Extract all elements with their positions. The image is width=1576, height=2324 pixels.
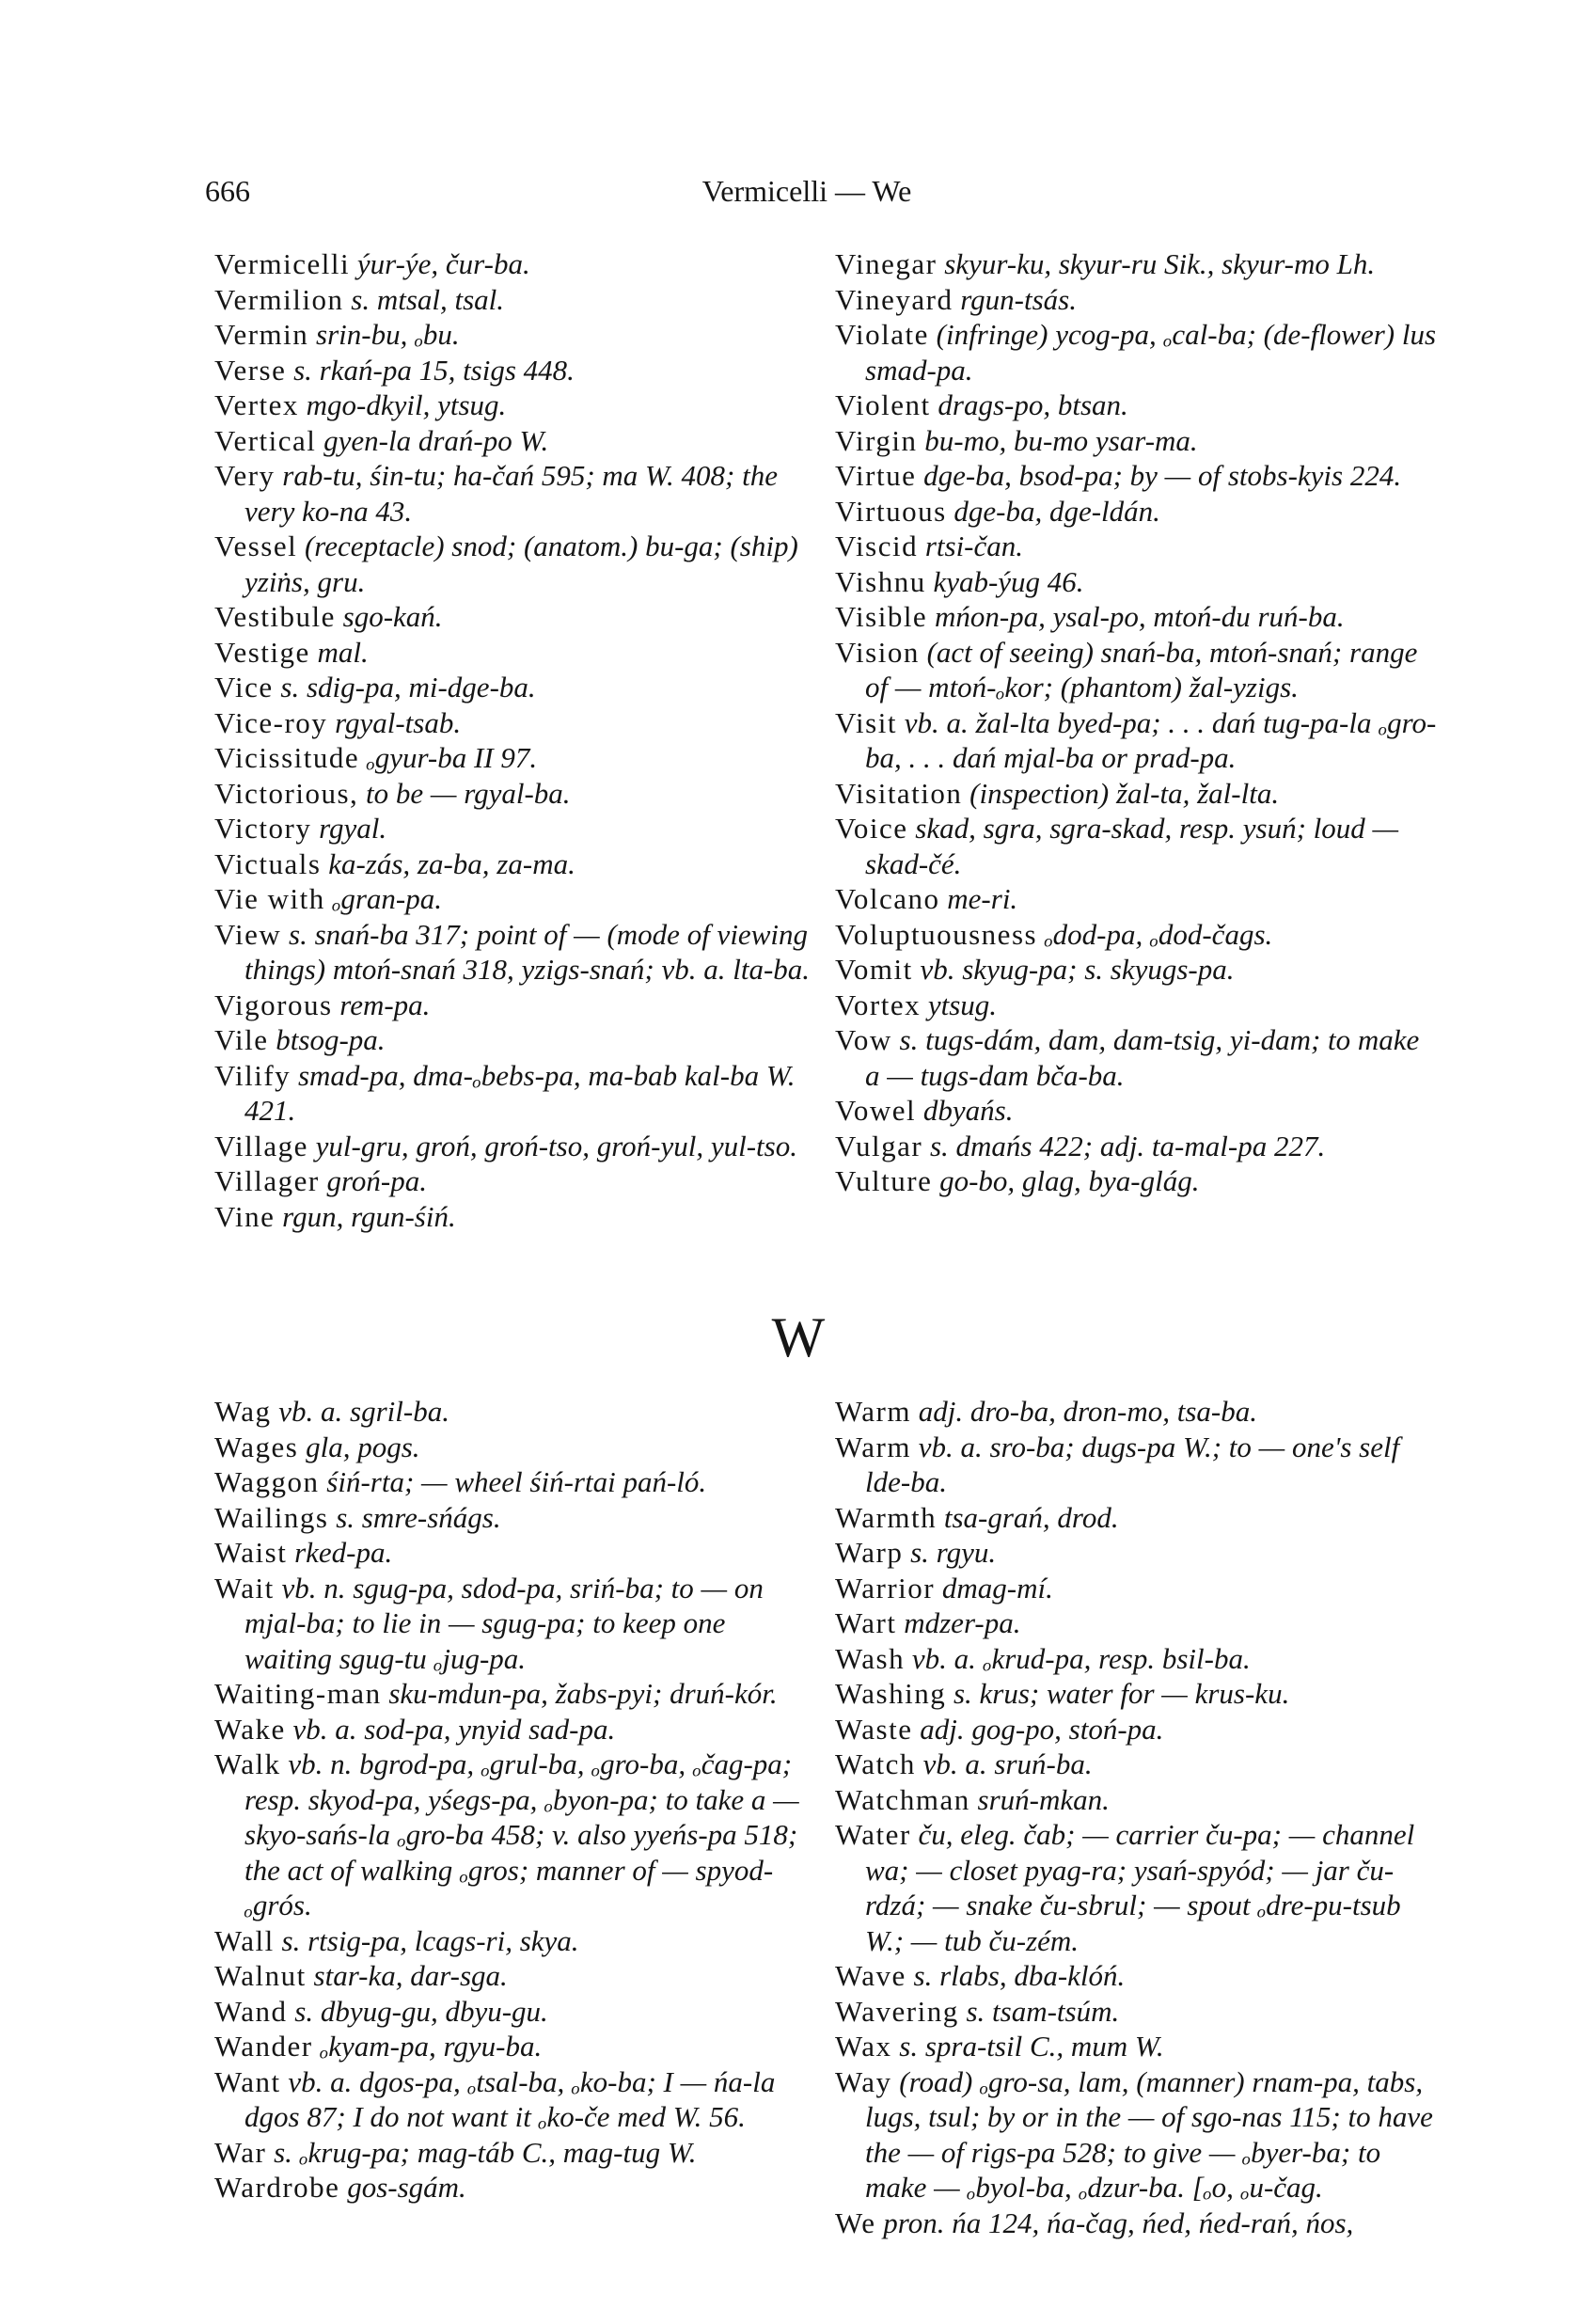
dictionary-entry bbox=[214, 1129, 816, 1164]
entry-definition: s. tugs-dám, dam, dam-tsig, yi-dam; to make a — tugs-dam bča-ba. bbox=[865, 1023, 1420, 1092]
entry-definition: gyen-la drań-po W. bbox=[323, 423, 549, 457]
entry-definition: rgun, rgun-śiń. bbox=[282, 1199, 456, 1233]
entry-headword: Victuals bbox=[214, 846, 322, 880]
dictionary-entry bbox=[214, 1500, 816, 1536]
dictionary-entry bbox=[835, 246, 1437, 282]
entry-definition: (inspection) žal-ta, žal-lta. bbox=[969, 776, 1280, 810]
entry-definition: rgyal. bbox=[319, 812, 387, 845]
entry-headword: Victory bbox=[214, 812, 312, 845]
dictionary-entry bbox=[835, 1163, 1437, 1199]
dictionary-entry bbox=[214, 246, 816, 282]
entry-headword: Vulgar bbox=[835, 1129, 923, 1162]
entry-headword: Wailings bbox=[214, 1500, 329, 1534]
entry-definition: ₒdod-pa, ₒdod-čags. bbox=[1044, 917, 1273, 951]
dictionary-entry bbox=[214, 740, 816, 776]
entry-definition: vb. a. dgos-pa, ₒtsal-ba, ₒko-ba; I — ńa-la dgos 87; I do not want it ₒko-če med W. 56. bbox=[244, 2064, 776, 2133]
dictionary-entry bbox=[835, 1782, 1437, 1818]
entry-headword: Volcano bbox=[835, 882, 940, 915]
dictionary-entry bbox=[214, 776, 816, 812]
dictionary-entry bbox=[214, 353, 816, 388]
dictionary-entry bbox=[214, 599, 816, 635]
dictionary-entry bbox=[214, 635, 816, 671]
entry-definition: rgyal-tsab. bbox=[335, 705, 462, 739]
entry-definition: go-bo, glag, bya-glág. bbox=[939, 1164, 1200, 1197]
dictionary-entry bbox=[214, 1464, 816, 1500]
entry-definition: adj. gog-po, stoń-pa. bbox=[920, 1712, 1164, 1746]
entry-definition: dge-ba, bsod-pa; by — of stobs-kyis 224. bbox=[923, 459, 1402, 492]
entry-headword: Vine bbox=[214, 1199, 276, 1233]
dictionary-entry bbox=[214, 2029, 816, 2064]
dictionary-entry bbox=[835, 1500, 1437, 1536]
entry-headword: Vilify bbox=[214, 1058, 292, 1092]
entry-definition: vb. a. žal-lta byed-pa; . . . dań tug-pa-la ₒgro-ba, . . . dań mjal-ba or prad-pa. bbox=[865, 705, 1437, 774]
entry-definition: groń-pa. bbox=[326, 1164, 427, 1197]
entry-headword: Vowel bbox=[835, 1094, 917, 1127]
entry-headword: Virtuous bbox=[835, 494, 947, 528]
entry-definition: (infringe) ycog-pa, ₒcal-ba; (de-flower) lus smad-pa. bbox=[865, 318, 1437, 387]
dictionary-entry bbox=[835, 282, 1437, 318]
entry-definition: rab-tu, śin-tu; ha-čań 595; ma W. 408; the very ko-na 43. bbox=[244, 459, 778, 528]
entry-headword: Vestibule bbox=[214, 600, 336, 633]
entry-definition: s. ₒkrug-pa; mag-táb C., mag-tug W. bbox=[274, 2135, 697, 2169]
entry-headword: Wand bbox=[214, 1994, 288, 2028]
dictionary-entry bbox=[835, 387, 1437, 423]
entry-headword: Vigorous bbox=[214, 988, 333, 1021]
dictionary-entry bbox=[214, 1022, 816, 1058]
entry-headword: Violent bbox=[835, 388, 931, 421]
dictionary-entry bbox=[835, 811, 1437, 881]
entry-headword: Warm bbox=[835, 1395, 911, 1428]
v-entries-right-column bbox=[835, 246, 1437, 1199]
entry-headword: Vomit bbox=[835, 953, 913, 986]
entry-headword: Visitation bbox=[835, 776, 963, 810]
running-head: Vermicelli — We bbox=[701, 174, 912, 208]
entry-headword: Vertex bbox=[214, 388, 299, 421]
entry-headword: Virgin bbox=[835, 423, 918, 457]
dictionary-entry bbox=[214, 881, 816, 917]
entry-definition: (receptacle) snod; (anatom.) bu-ga; (ship) yziṅs, gru. bbox=[244, 530, 798, 598]
entry-headword: War bbox=[214, 2135, 267, 2169]
entry-definition: ₒkyam-pa, rgyu-ba. bbox=[320, 2030, 543, 2063]
dictionary-entry bbox=[835, 1394, 1437, 1430]
dictionary-entry bbox=[214, 670, 816, 705]
entry-headword: Village bbox=[214, 1129, 308, 1162]
entry-definition: dmag-mí. bbox=[941, 1571, 1053, 1605]
dictionary-entry bbox=[214, 1994, 816, 2030]
entry-headword: Wall bbox=[214, 1923, 275, 1957]
entry-definition: sruń-mkan. bbox=[977, 1782, 1110, 1816]
dictionary-entry bbox=[835, 529, 1437, 564]
dictionary-entry bbox=[835, 1093, 1437, 1129]
entry-headword: Vicissitude bbox=[214, 741, 360, 774]
dictionary-entry bbox=[214, 1676, 816, 1712]
entry-definition: vb. a. sod-pa, ynyid sad-pa. bbox=[292, 1712, 616, 1746]
entry-headword: Vishnu bbox=[835, 564, 926, 598]
dictionary-entry bbox=[835, 705, 1437, 776]
entry-definition: (act of seeing) snań-ba, mtoń-snań; range of — mtoń-ₒkor; (phantom) žal-yzigs. bbox=[865, 635, 1418, 704]
entry-definition: rked-pa. bbox=[294, 1536, 393, 1569]
dictionary-entry bbox=[214, 1712, 816, 1747]
dictionary-entry bbox=[835, 564, 1437, 600]
entry-definition: s. smre-sńágs. bbox=[336, 1500, 501, 1534]
entry-definition: tsa-grań, drod. bbox=[943, 1500, 1119, 1534]
entry-headword: Voluptuousness bbox=[835, 917, 1038, 951]
entry-definition: śiń-rta; — wheel śiń-rtai pań-ló. bbox=[326, 1465, 707, 1498]
entry-headword: Watch bbox=[835, 1747, 916, 1780]
entry-definition: ka-zás, za-ba, za-ma. bbox=[328, 846, 575, 880]
entry-headword: Wax bbox=[835, 2030, 892, 2063]
entry-definition: sku-mdun-pa, žabs-pyi; druń-kór. bbox=[388, 1677, 778, 1710]
dictionary-entry bbox=[835, 494, 1437, 530]
entry-definition: adj. dro-ba, dron-mo, tsa-ba. bbox=[918, 1395, 1257, 1428]
entry-headword: Vie with bbox=[214, 882, 325, 915]
entry-definition: s. krus; water for — krus-ku. bbox=[953, 1677, 1290, 1710]
entry-headword: Visit bbox=[835, 705, 897, 739]
entry-headword: Vice-roy bbox=[214, 705, 328, 739]
entry-definition: pron. ńa 124, ńa-čag, ńed, ńed-rań, ńos, bbox=[883, 2205, 1354, 2239]
entry-headword: Wander bbox=[214, 2030, 313, 2063]
entry-headword: Wash bbox=[835, 1641, 906, 1675]
entry-definition: ytsug. bbox=[927, 988, 998, 1021]
entry-headword: Voice bbox=[835, 812, 908, 845]
entry-definition: s. rkań-pa 15, tsigs 448. bbox=[293, 353, 575, 387]
entry-definition: rtsi-čan. bbox=[924, 530, 1024, 562]
entry-definition: rem-pa. bbox=[339, 988, 431, 1021]
dictionary-entry bbox=[214, 317, 816, 353]
entry-definition: mal. bbox=[317, 635, 369, 669]
entry-definition: me-ri. bbox=[947, 882, 1018, 915]
dictionary-entry bbox=[214, 1394, 816, 1430]
dictionary-entry bbox=[214, 917, 816, 988]
entry-definition: sgo-kań. bbox=[342, 600, 443, 633]
entry-definition: dbyańs. bbox=[922, 1094, 1014, 1127]
entry-headword: We bbox=[835, 2205, 876, 2239]
dictionary-entry bbox=[835, 917, 1437, 953]
entry-headword: Vulture bbox=[835, 1164, 933, 1197]
entry-headword: Vertical bbox=[214, 423, 317, 457]
entry-definition: mdzer-pa. bbox=[904, 1606, 1021, 1639]
dictionary-entry bbox=[835, 1747, 1437, 1782]
entry-headword: Warp bbox=[835, 1536, 904, 1569]
entry-definition: dge-ba, dge-ldán. bbox=[953, 494, 1160, 528]
dictionary-entry bbox=[214, 1958, 816, 1994]
dictionary-entry bbox=[835, 1129, 1437, 1164]
entry-headword: Vestige bbox=[214, 635, 310, 669]
entry-headword: Visible bbox=[835, 600, 928, 633]
entry-headword: Walk bbox=[214, 1747, 281, 1780]
entry-definition: star-ka, dar-sga. bbox=[313, 1959, 508, 1992]
dictionary-entry bbox=[835, 1571, 1437, 1606]
entry-definition: smad-pa, dma-ₒbebs-pa, ma-bab kal-ba W. 421. bbox=[244, 1058, 796, 1127]
entry-headword: Watchman bbox=[835, 1782, 970, 1816]
dictionary-entry bbox=[835, 1994, 1437, 2030]
entry-definition: srin-bu, ₒbu. bbox=[316, 318, 460, 351]
entry-definition: s. rtsig-pa, lcags-ri, skya. bbox=[281, 1923, 579, 1957]
entry-headword: Vermilion bbox=[214, 282, 344, 316]
entry-headword: Waggon bbox=[214, 1465, 320, 1498]
entry-definition: s. snań-ba 317; point of — (mode of viewing things) mtoń-snań 318, yzigs-snań; vb. a. lta-ba. bbox=[244, 917, 811, 986]
entry-headword: Wart bbox=[835, 1606, 897, 1639]
dictionary-entry bbox=[835, 1958, 1437, 1994]
entry-definition: kyab-ýug 46. bbox=[933, 564, 1084, 598]
entry-headword: Wardrobe bbox=[214, 2171, 340, 2204]
dictionary-entry bbox=[835, 776, 1437, 812]
dictionary-entry bbox=[835, 2205, 1437, 2241]
entry-definition: vb. a. ₒkrud-pa, resp. bsil-ba. bbox=[911, 1641, 1251, 1675]
entry-headword: Vow bbox=[835, 1023, 892, 1056]
dictionary-entry bbox=[835, 881, 1437, 917]
entry-headword: Verse bbox=[214, 353, 287, 387]
dictionary-entry bbox=[835, 1712, 1437, 1747]
section-letter: W bbox=[771, 1306, 826, 1368]
entry-definition: ₒgyur-ba II 97. bbox=[366, 741, 538, 774]
dictionary-entry bbox=[835, 2064, 1437, 2205]
entry-definition: bu-mo, bu-mo ysar-ma. bbox=[924, 423, 1198, 457]
entry-headword: Wages bbox=[214, 1430, 299, 1463]
entry-headword: Want bbox=[214, 2064, 281, 2098]
dictionary-entry bbox=[835, 599, 1437, 635]
entry-definition: s. dmańs 422; adj. ta-mal-pa 227. bbox=[929, 1129, 1326, 1162]
entry-headword: Wait bbox=[214, 1571, 275, 1605]
dictionary-entry bbox=[835, 1817, 1437, 1958]
dictionary-entry bbox=[214, 2135, 816, 2171]
entry-headword: Virtue bbox=[835, 459, 917, 492]
entry-headword: Villager bbox=[214, 1164, 320, 1197]
dictionary-entry bbox=[835, 1022, 1437, 1093]
dictionary-entry bbox=[214, 458, 816, 529]
entry-headword: Wavering bbox=[835, 1994, 959, 2028]
entry-definition: vb. n. bgrod-pa, ₒgrul-ba, ₒgro-ba, ₒčag-pa; resp. skyod-pa, yśegs-pa, ₒbyon-pa; to take a — skyo-sańs-la ₒgro-ba 458; v. also yyeńs-pa 518; the act of walking ₒgros; manner of — spyod-ₒgrós. bbox=[244, 1747, 799, 1921]
dictionary-entry bbox=[214, 705, 816, 741]
entry-definition: skad, sgra, sgra-skad, resp. ysuń; loud — skad-čé. bbox=[865, 812, 1399, 880]
entry-definition: s. sdig-pa, mi-dge-ba. bbox=[280, 671, 536, 704]
entry-definition: vb. n. sgug-pa, sdod-pa, sriń-ba; to — on mjal-ba; to lie in — sgug-pa; to keep one waiting sgug-tu ₒjug-pa. bbox=[244, 1571, 764, 1675]
dictionary-entry bbox=[214, 423, 816, 459]
dictionary-entry bbox=[214, 846, 816, 882]
w-entries-right-column bbox=[835, 1394, 1437, 2240]
dictionary-entry bbox=[214, 1058, 816, 1129]
dictionary-entry bbox=[835, 952, 1437, 988]
entry-definition: skyur-ku, skyur-ru Sik., skyur-mo Lh. bbox=[944, 247, 1376, 280]
entry-definition: vb. a. sro-ba; dugs-pa W.; to — one's self lde-ba. bbox=[865, 1430, 1400, 1498]
dictionary-entry bbox=[835, 1676, 1437, 1712]
dictionary-entry bbox=[214, 387, 816, 423]
entry-headword: Vision bbox=[835, 635, 920, 669]
entry-headword: Wake bbox=[214, 1712, 286, 1746]
dictionary-entry bbox=[214, 1535, 816, 1571]
dictionary-entry bbox=[835, 458, 1437, 494]
entry-definition: s. tsam-tsúm. bbox=[966, 1994, 1120, 2028]
entry-definition: to be — rgyal-ba. bbox=[366, 776, 571, 810]
entry-definition: s. dbyug-gu, dbyu-gu. bbox=[294, 1994, 548, 2028]
dictionary-entry bbox=[835, 1535, 1437, 1571]
dictionary-entry bbox=[214, 1571, 816, 1677]
dictionary-entry bbox=[214, 2064, 816, 2135]
entry-headword: Wag bbox=[214, 1395, 272, 1428]
dictionary-entry bbox=[835, 2029, 1437, 2064]
entry-definition: vb. a. sruń-ba. bbox=[922, 1747, 1093, 1780]
dictionary-entry bbox=[835, 1605, 1437, 1641]
entry-headword: Viscid bbox=[835, 530, 919, 562]
entry-definition: gos-sgám. bbox=[347, 2171, 466, 2204]
entry-headword: View bbox=[214, 917, 282, 951]
dictionary-entry bbox=[214, 1923, 816, 1959]
entry-definition: gla, pogs. bbox=[306, 1430, 420, 1463]
entry-headword: Vortex bbox=[835, 988, 922, 1021]
w-entries-left-column bbox=[214, 1394, 816, 2205]
dictionary-entry bbox=[214, 282, 816, 318]
dictionary-entry bbox=[214, 811, 816, 846]
dictionary-entry bbox=[835, 1430, 1437, 1500]
entry-headword: Walnut bbox=[214, 1959, 307, 1992]
entry-definition: btsog-pa. bbox=[276, 1023, 386, 1056]
entry-definition: rgun-tsás. bbox=[960, 282, 1077, 316]
dictionary-entry bbox=[214, 1430, 816, 1465]
entry-definition: s. rlabs, dba-klóń. bbox=[913, 1959, 1126, 1992]
entry-definition: yul-gru, groń, groń-tso, groń-yul, yul-tso. bbox=[315, 1129, 797, 1162]
page-number: 666 bbox=[205, 174, 250, 208]
entry-headword: Warm bbox=[835, 1430, 911, 1463]
entry-headword: Vermicelli bbox=[214, 247, 351, 280]
entry-headword: Vessel bbox=[214, 530, 298, 562]
entry-definition: s. rgyu. bbox=[910, 1536, 997, 1569]
entry-headword: Waist bbox=[214, 1536, 288, 1569]
entry-definition: ýur-ýe, čur-ba. bbox=[356, 247, 530, 280]
entry-headword: Vineyard bbox=[835, 282, 953, 316]
entry-definition: vb. a. sgril-ba. bbox=[278, 1395, 449, 1428]
entry-headword: Violate bbox=[835, 318, 929, 351]
entry-headword: Vile bbox=[214, 1023, 269, 1056]
dictionary-entry bbox=[835, 988, 1437, 1023]
entry-headword: Waiting-man bbox=[214, 1677, 382, 1710]
dictionary-entry bbox=[835, 1641, 1437, 1677]
entry-headword: Warrior bbox=[835, 1571, 936, 1605]
entry-definition: ču, eleg. čab; — carrier ču-pa; — channel wa; — closet pyag-ra; ysań-spyód; — jar ču-rdzá; — snake ču-sbrul; — spout ₒdre-pu-tsub W.; — tub ču-zém. bbox=[865, 1818, 1415, 1957]
dictionary-entry bbox=[835, 423, 1437, 459]
entry-headword: Wave bbox=[835, 1959, 906, 1992]
entry-headword: Water bbox=[835, 1818, 911, 1851]
entry-headword: Vice bbox=[214, 671, 274, 704]
dictionary-entry bbox=[214, 988, 816, 1023]
dictionary-entry bbox=[214, 2170, 816, 2205]
dictionary-entry bbox=[214, 1747, 816, 1923]
dictionary-entry bbox=[835, 317, 1437, 387]
entry-headword: Washing bbox=[835, 1677, 947, 1710]
dictionary-entry bbox=[214, 1199, 816, 1235]
entry-definition: (road) ₒgro-sa, lam, (manner) rnam-pa, tabs, lugs, tsul; by or in the — of sgo-nas 115; to have the — of rigs-pa 528; to give — ₒbyer-ba; to make — ₒbyol-ba, ₒdzur-ba. [ₒo, ₒu-čag. bbox=[865, 2064, 1433, 2204]
entry-definition: ₒgran-pa. bbox=[332, 882, 443, 915]
entry-headword: Victorious, bbox=[214, 776, 359, 810]
dictionary-entry bbox=[214, 529, 816, 599]
entry-definition: mgo-dkyil, ytsug. bbox=[306, 388, 507, 421]
entry-headword: Warmth bbox=[835, 1500, 938, 1534]
entry-definition: s. spra-tsil C., mum W. bbox=[899, 2030, 1164, 2063]
entry-headword: Vermin bbox=[214, 318, 309, 351]
entry-headword: Very bbox=[214, 459, 276, 492]
entry-headword: Waste bbox=[835, 1712, 913, 1746]
entry-definition: drags-po, btsan. bbox=[938, 388, 1128, 421]
entry-definition: vb. skyug-pa; s. skyugs-pa. bbox=[920, 953, 1235, 986]
dictionary-entry bbox=[214, 1163, 816, 1199]
entry-definition: s. mtsal, tsal. bbox=[351, 282, 505, 316]
entry-headword: Way bbox=[835, 2064, 892, 2098]
v-entries-left-column bbox=[214, 246, 816, 1234]
entry-headword: Vinegar bbox=[835, 247, 938, 280]
dictionary-entry bbox=[835, 635, 1437, 705]
entry-definition: mńon-pa, ysal-po, mtoń-du ruń-ba. bbox=[934, 600, 1345, 633]
